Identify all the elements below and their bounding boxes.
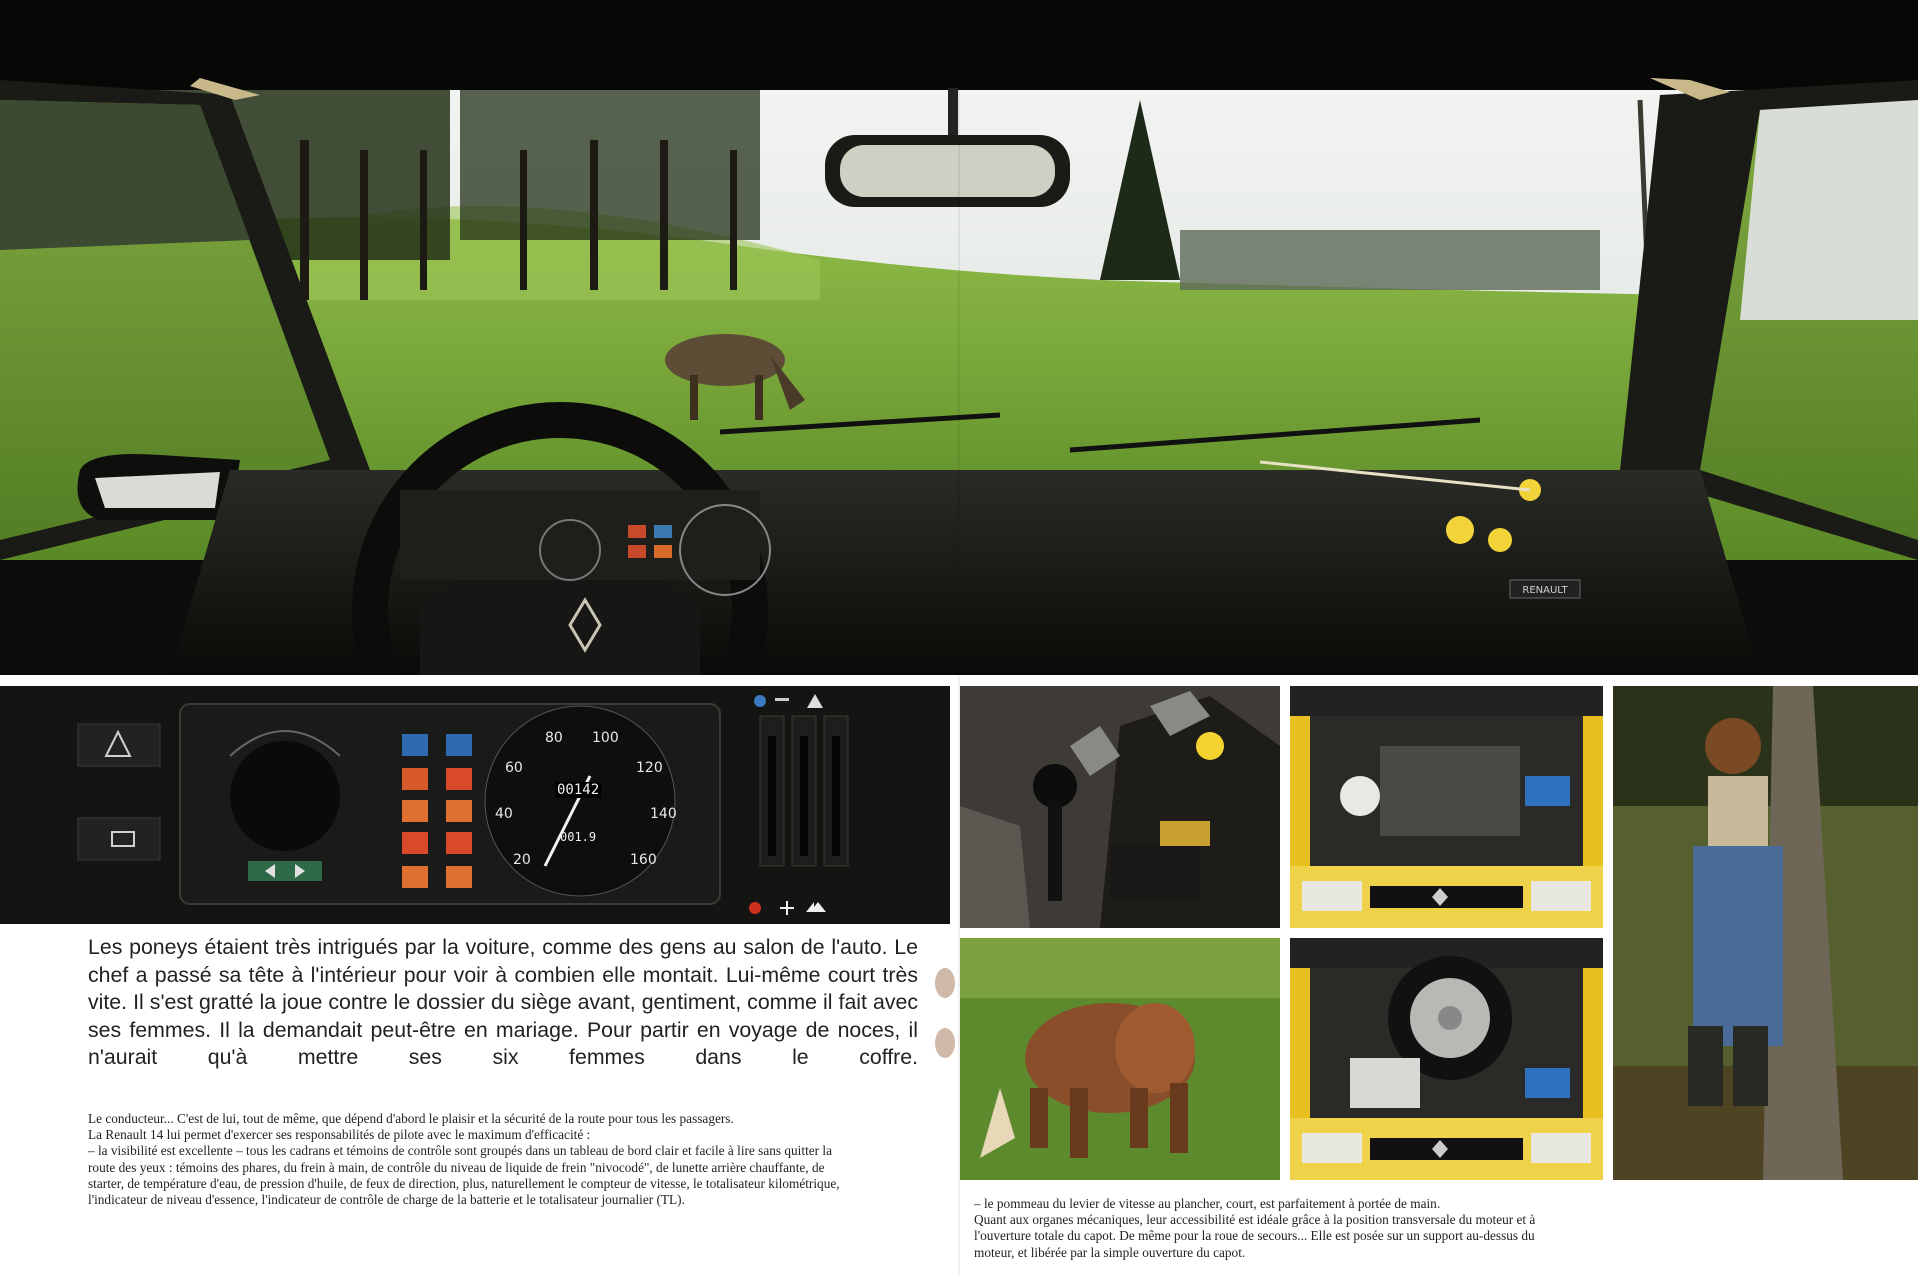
engine-bay-illustration <box>1290 686 1603 928</box>
right-caption-small-p2: Quant aux organes mécaniques, leur accessibilité est idéale grâce à la position transversale du moteur et à l'ouverture totale du capot. De même pour la roue de secours... Elle est posée sur un support au-dessus du moteur, et libérée par la simple ouverture du capot. <box>974 1212 1536 1260</box>
left-caption-large-text: Les poneys étaient très intrigués par la voiture, comme des gens au salon de l'auto. Le chef a passé sa tête à l'intérieur pour voir à combien elle montait. Lui-même court très vite. Il s'est gratté la joue contre le dossier du siège avant, gentiment, comme il fait avec ses femmes. Il la demandait peut-être en mariage. Pour partir en voyage de noces, il n'aurait qu'à mettre ses six femmes dans le coffre. <box>88 935 918 1069</box>
shetland-pony-illustration <box>960 938 1280 1180</box>
spare-wheel-engine-illustration <box>1290 938 1603 1180</box>
speedo-tick-160: 160 <box>630 852 657 868</box>
left-caption-small-p3: – la visibilité est excellente – tous les cadrans et témoins de contrôle sont groupés dans un tableau de bord clair et facile à lire sans quitter la route des yeux : témoins des phares, du frein à main, de contrôle du niveau de liquide de frein "nivocodé", de lunette arrière chauffante, de starter, de température d'eau, de pression d'huile, de feux de direction, plus, naturellement le compteur de vitesse, le totalisateur kilométrique, l'indicateur de niveau d'essence, l'indicateur de contrôle de charge de la batterie et le totalisateur journalier (TL). <box>88 1143 840 1208</box>
left-caption-small <box>88 1111 848 1208</box>
speedo-tick-80: 80 <box>545 730 563 746</box>
speedo-tick-20: 20 <box>513 852 531 868</box>
left-caption-small-p1: Le conducteur... C'est de lui, tout de même, que dépend d'abord le plaisir et la sécurité de la route pour tous les passagers. <box>88 1111 734 1126</box>
odometer-readout: 00142 <box>557 782 600 798</box>
gear-lever-illustration <box>960 686 1280 928</box>
left-caption-small-p2: La Renault 14 lui permet d'exercer ses responsabilités de pilote avec le maximum d'efficacité : <box>88 1127 591 1143</box>
gear-lever-photo <box>960 686 1280 928</box>
child-by-tree-photo <box>1613 686 1918 1180</box>
right-caption-small-p1: – le pommeau du levier de vitesse au plancher, court, est parfaitement à portée de main. <box>974 1196 1441 1211</box>
left-caption-large <box>88 934 918 1072</box>
spare-wheel-engine-photo <box>1290 938 1603 1180</box>
binding-staple-top <box>935 968 955 998</box>
heater-slider-panel <box>730 686 950 924</box>
trip-readout: 001.9 <box>560 830 597 844</box>
binding-staple-bottom <box>935 1028 955 1058</box>
speedo-tick-100: 100 <box>592 730 619 746</box>
speedo-tick-40: 40 <box>495 806 513 822</box>
engine-bay-photo <box>1290 686 1603 928</box>
speedo-tick-140: 140 <box>650 806 677 822</box>
right-caption-small <box>974 1196 1574 1261</box>
page-spine <box>958 0 960 1276</box>
renault-badge: RENAULT <box>1522 585 1568 596</box>
speedo-tick-120: 120 <box>636 760 663 776</box>
child-by-tree-illustration <box>1613 686 1918 1180</box>
speedo-tick-60: 60 <box>505 760 523 776</box>
shetland-pony-photo <box>960 938 1280 1180</box>
dashboard-closeup-photo <box>0 686 950 924</box>
